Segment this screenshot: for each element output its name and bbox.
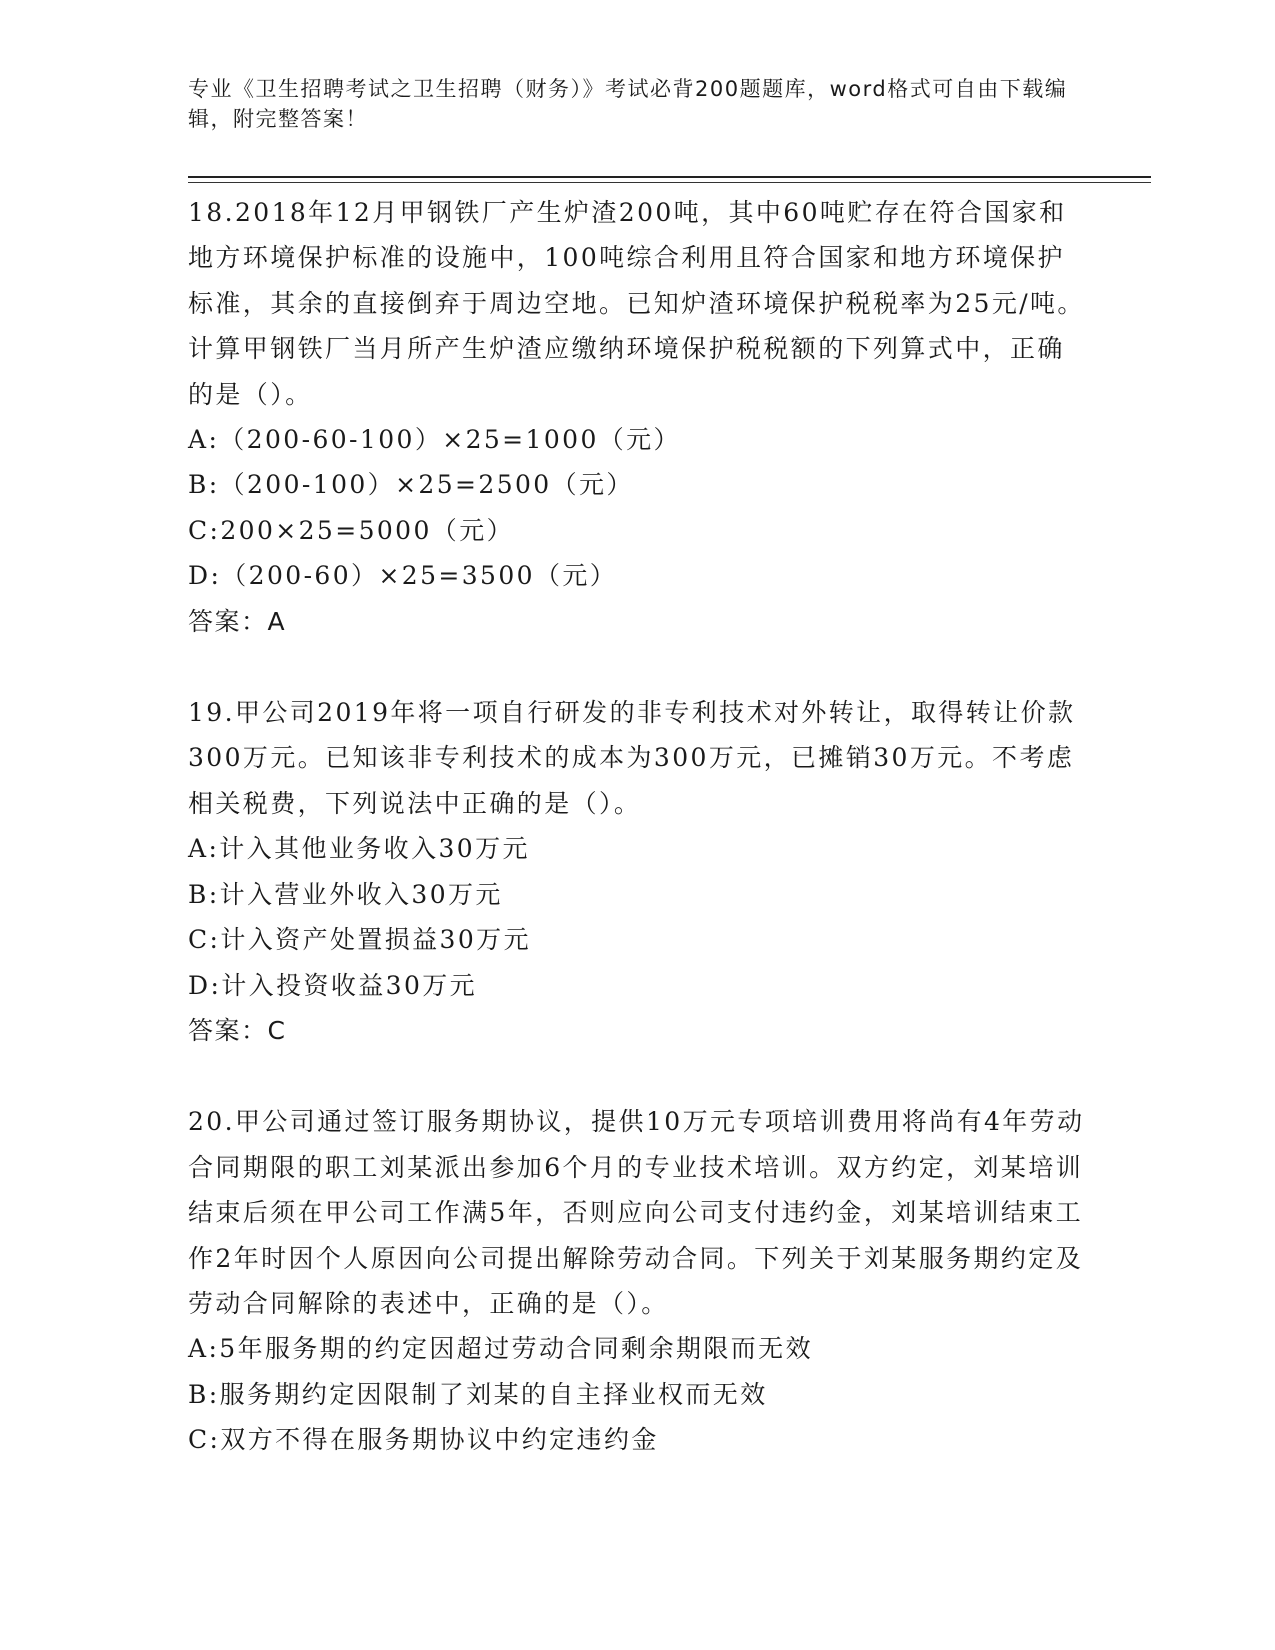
option-b: B:服务期约定因限制了刘某的自主择业权而无效 <box>188 1379 768 1409</box>
question-18 <box>188 190 1088 644</box>
option-a: A:5年服务期的约定因超过劳动合同剩余期限而无效 <box>188 1334 813 1364</box>
option-c: C:计入资产处置损益30万元 <box>188 925 531 955</box>
option-b: B:（200-100）×25=2500（元） <box>188 470 634 500</box>
question-stem: 20.甲公司通过签订服务期协议，提供10万元专项培训费用将尚有4年劳动合同期限的职工刘某派出参加6个月的专业技术培训。双方约定，刘某培训结束后须在甲公司工作满5年，否则应向公司支付违约金，刘某培训结束工作2年时因个人原因向公司提出解除劳动合同。下列关于刘某服务期约定及劳动合同解除的表述中，正确的是（）。 <box>188 1107 1085 1318</box>
answer-line: 答案：A <box>188 606 287 636</box>
option-d: D:计入投资收益30万元 <box>188 970 478 1000</box>
question-20 <box>188 1099 1088 1462</box>
option-d: D:（200-60）×25=3500（元） <box>188 561 618 591</box>
option-a: A:（200-60-100）×25=1000（元） <box>188 425 681 455</box>
question-stem: 19.甲公司2019年将一项自行研发的非专利技术对外转让，取得转让价款300万元。已知该非专利技术的成本为300万元，已摊销30万元。不考虑相关税费，下列说法中正确的是（）。 <box>188 698 1076 818</box>
question-spacer <box>188 1053 1088 1099</box>
option-b: B:计入营业外收入30万元 <box>188 879 503 909</box>
document-header: 专业《卫生招聘考试之卫生招聘（财务）》考试必背200题题库，word格式可自由下载编辑，附完整答案！ <box>188 77 1068 131</box>
option-c: C:双方不得在服务期协议中约定违约金 <box>188 1425 659 1455</box>
option-a: A:计入其他业务收入30万元 <box>188 834 530 864</box>
header-divider-thin <box>188 182 1151 183</box>
question-spacer <box>188 644 1088 690</box>
question-stem: 18.2018年12月甲钢铁厂产生炉渣200吨，其中60吨贮存在符合国家和地方环境保护标准的设施中，100吨综合利用且符合国家和地方环境保护标准，其余的直接倒弃于周边空地。已知炉渣环境保护税税率为25元/吨。计算甲钢铁厂当月所产生炉渣应缴纳环境保护税税额的下列算式中，正确的是（）。 <box>188 198 1085 409</box>
answer-line: 答案：C <box>188 1015 287 1045</box>
questions-list <box>188 190 1088 1463</box>
option-c: C:200×25=5000（元） <box>188 515 514 545</box>
header-divider-thick <box>188 176 1151 178</box>
question-19 <box>188 690 1088 1053</box>
